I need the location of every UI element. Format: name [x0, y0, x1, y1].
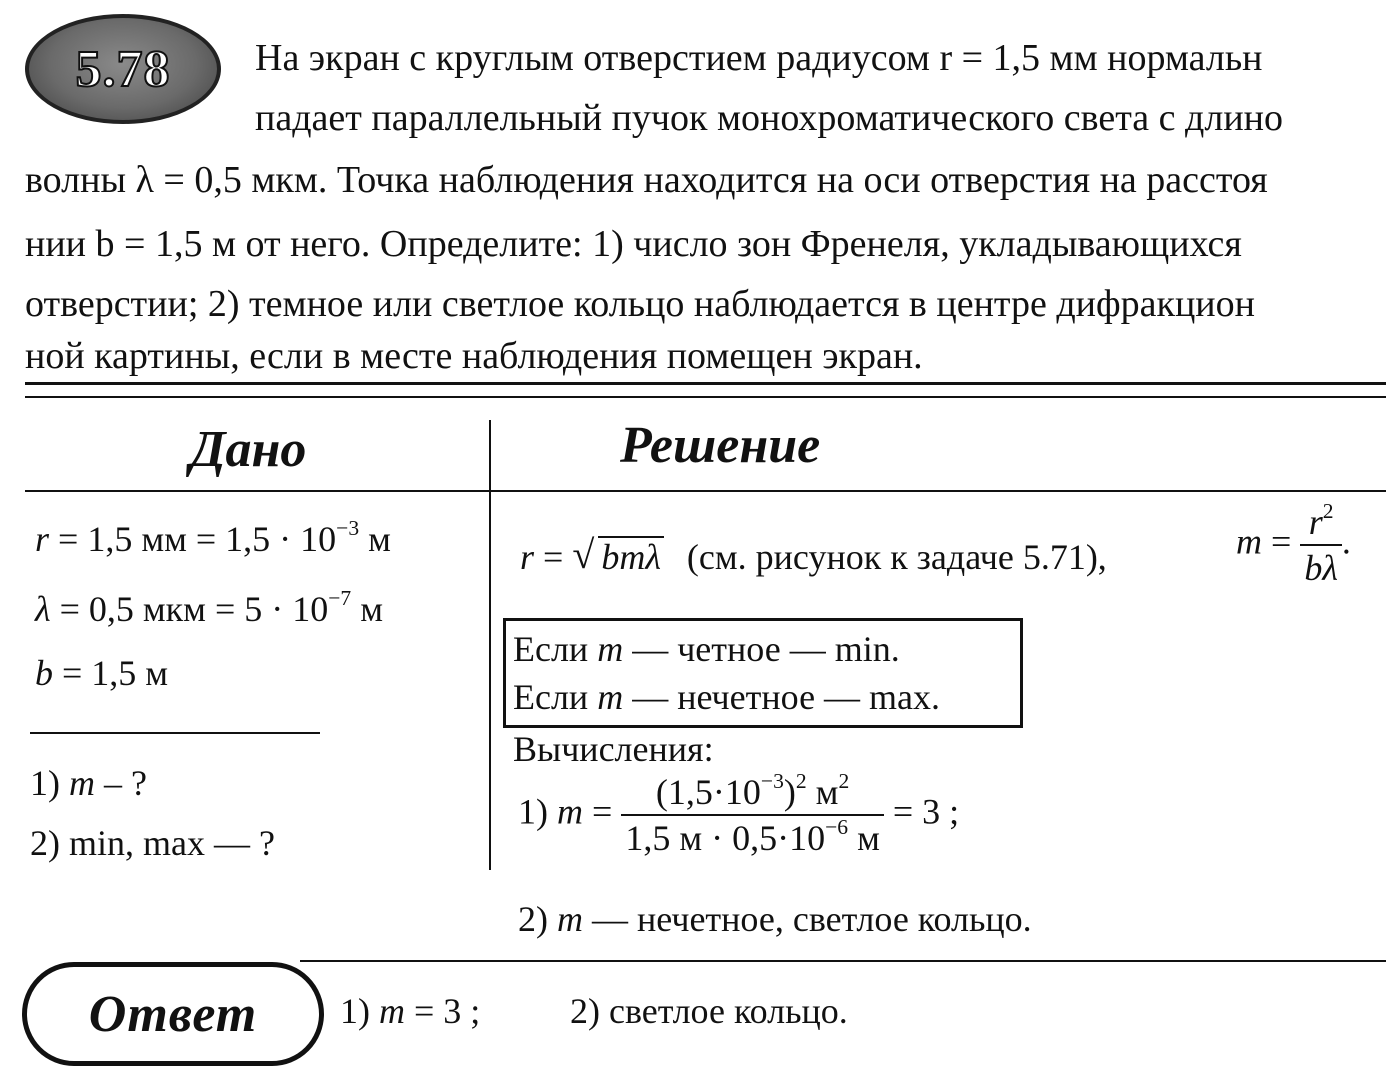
sqrt-sign: √ bmλ: [572, 536, 664, 578]
problem-number: 5.78: [75, 40, 171, 98]
m-fraction: $\frac{r^2}{b\lambda}$: [1300, 500, 1342, 590]
calc-step-1: 1) m = $\frac{(1,5\cdot 10^{-3})^2 м^2}{1,5 м \cdot 0,5\cdot 10^{-6} м}$ = 3 ;: [518, 768, 960, 858]
given-heading: Дано: [190, 421, 307, 478]
problem-line-5: отверстии; 2) темное или светлое кольцо наблюдается в центре дифракцион: [25, 283, 1255, 325]
solution-formula-m: m = $\frac{r^2}{b\lambda}$ .: [1236, 498, 1351, 588]
answer-divider: [300, 960, 1386, 962]
answer-part-1: 1) m = 3 ;: [340, 991, 481, 1031]
given-radius: r = 1,5 мм = $1,5 \cdot 10^{-3}$ м: [35, 515, 391, 559]
rule-even: Если m — четное — min.: [513, 629, 900, 669]
calc-fraction: $\frac{(1,5\cdot 10^{-3})^2 м^2}{1,5 м \cdot 0,5\cdot 10^{-6} м}$: [621, 770, 884, 860]
calc-step-2: 2) m — нечетное, светлое кольцо.: [518, 899, 1032, 939]
problem-line-4: нии b = 1,5 м от него. Определите: 1) число зон Френеля, укладывающихся: [25, 223, 1242, 265]
find-2: 2) min, max — ?: [30, 823, 275, 863]
answer-label-oval: [22, 962, 324, 1066]
answer-part-2: 2) светлое кольцо.: [570, 991, 848, 1031]
problem-line-2: падает параллельный пучок монохроматического света с длино: [255, 97, 1283, 139]
problem-line-3: волны λ = 0,5 мкм. Точка наблюдения находится на оси отверстия на расстоя: [25, 159, 1268, 201]
solution-formula-radius: r = √ bmλ (см. рисунок к задаче 5.71),: [520, 532, 1107, 577]
given-distance: b = 1,5 м: [35, 653, 169, 693]
solution-heading: Решение: [620, 417, 821, 474]
column-divider: [489, 420, 491, 870]
answer-label: Ответ: [88, 985, 258, 1043]
problem-line-6: ной картины, если в месте наблюдения помещен экран.: [25, 335, 923, 377]
heading-underline: [25, 490, 1386, 492]
find-1: 1) m – ?: [30, 763, 147, 803]
divider-top-1: [25, 382, 1386, 385]
calc-label: Вычисления:: [513, 729, 714, 769]
problem-number-badge: [25, 14, 221, 124]
rule-odd: Если m — нечетное — max.: [513, 677, 941, 717]
given-wavelength: λ = 0,5 мкм = $5 \cdot 10^{-7}$ м: [35, 585, 384, 629]
divider-top-2: [25, 396, 1386, 398]
given-find-divider: [30, 732, 320, 734]
problem-line-1: На экран с круглым отверстием радиусом r = 1,5 мм нормальн: [255, 37, 1263, 79]
